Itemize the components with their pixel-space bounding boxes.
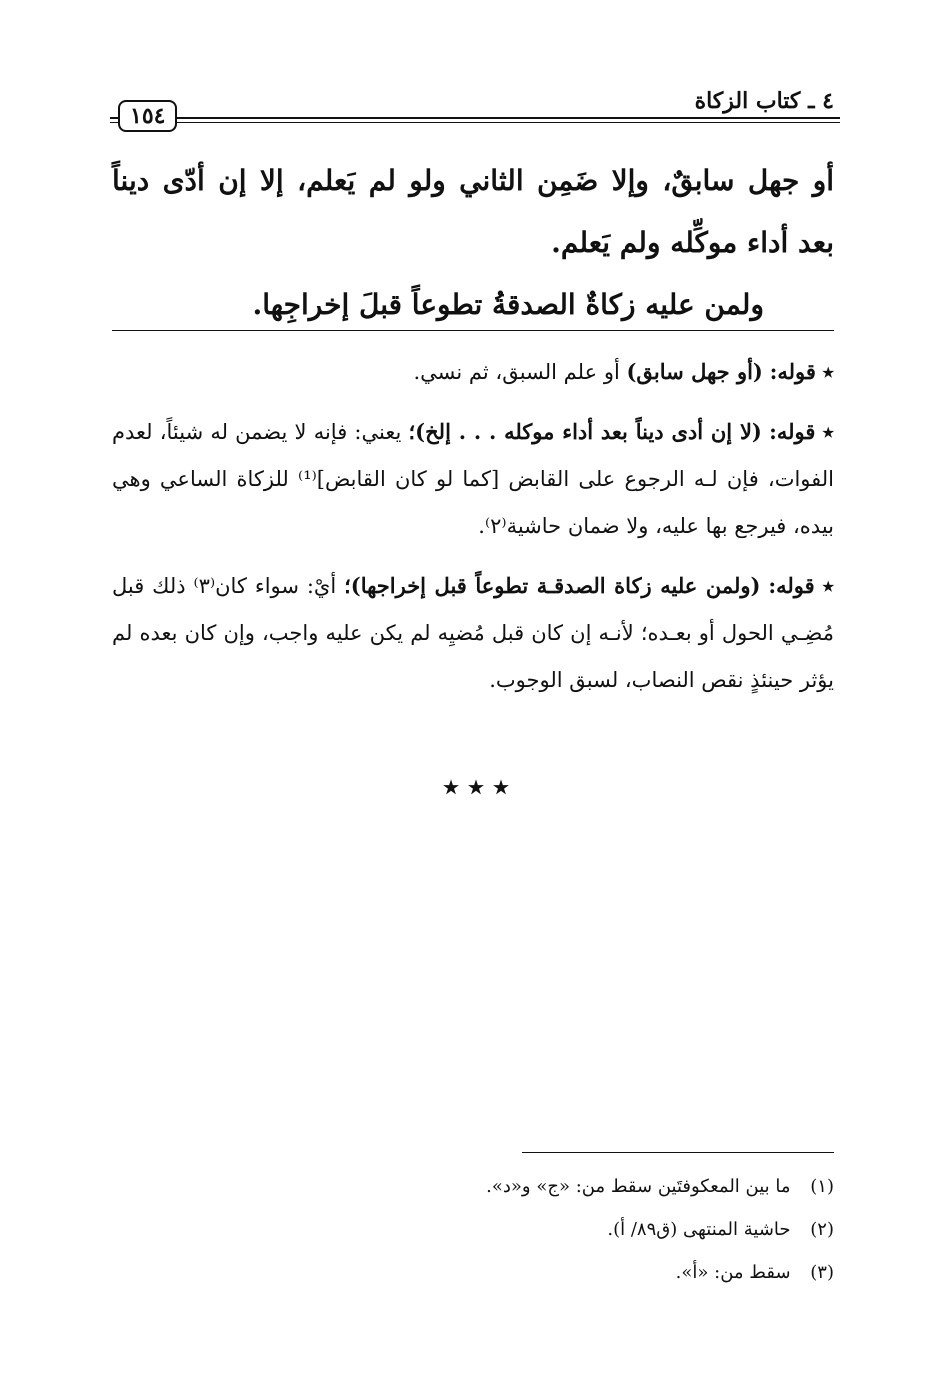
commentary-paragraph (112, 348, 834, 396)
footnote-number: (١) (810, 1176, 834, 1197)
running-header-title: ٤ ـ كتاب الزكاة (694, 88, 834, 114)
asterisk-marker: ٭ (822, 573, 834, 598)
commentary-quote: (أو جهل سابق) (626, 359, 763, 384)
footnote-text: حاشية المنتهى (ق٨٩/ أ). (607, 1219, 791, 1240)
commentary-text: أو علم السبق، ثم نسي. (413, 360, 620, 384)
asterisk-marker: ٭ (822, 419, 834, 444)
commentary-lead: قوله: (769, 419, 816, 444)
main-text-line: ولمن عليه زكاةٌ الصدقةُ تطوعاً قبلَ إخراجِها. (252, 288, 764, 321)
footnote-rule (522, 1152, 834, 1153)
section-divider-stars: ٭ ٭ ٭ (443, 770, 509, 803)
commentary-lead: قوله: (768, 573, 815, 598)
commentary-text: يعني: فإنه لا يضمن له شيئاً، لعدم الفوات، فإن لـه الرجوع على القابض [كما لو كان القابض]⁽¹⁾ للزكاة الساعي وهي بيده، فيرجع بها عليه، ولا ضمان حاشية⁽٢⁾. (112, 420, 835, 538)
commentary-separator (112, 330, 834, 331)
header-rule-thin (110, 122, 840, 123)
commentary-quote: (ولمن عليه زكاة الصدقـة تطوعاً قبل إخراجها)؛ (344, 573, 761, 598)
page-number: ١٥٤ (118, 100, 177, 132)
commentary-paragraph (112, 408, 834, 550)
footnote-text: سقط من: «أ». (675, 1262, 791, 1283)
main-text (112, 150, 834, 336)
asterisk-marker: ٭ (822, 359, 834, 384)
footnote (112, 1251, 834, 1294)
main-text-line: أو جهل سابقٌ، وإلا ضَمِن الثاني ولو لم يَعلم، إلا إن أدّى ديناً بعد أداء موكِّله ولم يَعلم. (112, 164, 834, 259)
footnote-number: (٢) (810, 1219, 834, 1240)
commentary (112, 348, 834, 716)
footnote (112, 1208, 834, 1251)
footnote-number: (٣) (810, 1262, 834, 1283)
header-rule (110, 117, 840, 119)
commentary-quote: (لا إن أدى ديناً بعد أداء موكله . . . إلخ)؛ (408, 419, 762, 444)
footnotes (112, 1165, 834, 1294)
commentary-paragraph (112, 562, 834, 704)
commentary-text: أيْ: سواء كان⁽٣⁾ ذلك قبل مُضِـي الحول أو بعـده؛ لأنـه إن كان قبل مُضيِه لم يكن عليه واجب، وإن كان بعده لم يؤثر حينئذٍ نقص النصاب، لسبق الوجوب. (112, 574, 834, 692)
commentary-lead: قوله: (769, 359, 816, 384)
footnote-text: ما بين المعكوفتَين سقط من: «ج» و«د». (486, 1176, 791, 1197)
footnote (112, 1165, 834, 1208)
